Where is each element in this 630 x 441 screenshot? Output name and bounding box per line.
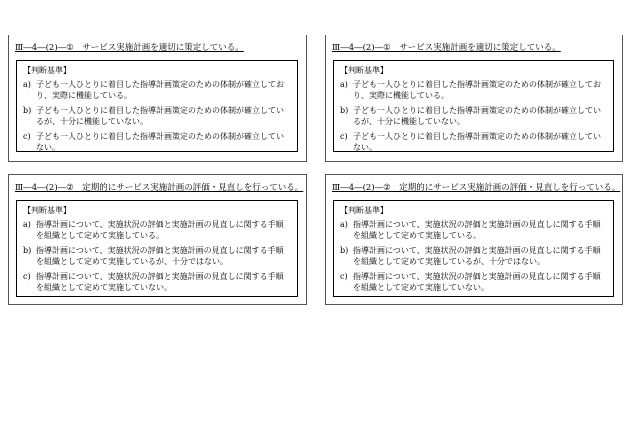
criterion-text: 子ども一人ひとりに着目した指導計画策定のための体制が確立しており、実際に機能している。	[36, 79, 284, 100]
panel-bottom-right	[325, 174, 623, 305]
criterion-text: 子ども一人ひとりに着目した指導計画策定のための体制が確立しているが、十分に機能していない。	[36, 105, 284, 126]
criteria-title: 【判断基準】	[23, 66, 71, 75]
criterion-c	[340, 131, 607, 154]
criterion-label: b)	[23, 245, 32, 255]
criterion-text: 指導計画について、実施状況の評価と実施計画の見直しに関する手順を組織として定めて実施していない。	[36, 271, 284, 292]
criterion-text: 子ども一人ひとりに着目した指導計画策定のための体制が確立しており、実際に機能している。	[353, 79, 601, 100]
criterion-a	[340, 219, 607, 242]
criterion-label: c)	[23, 131, 31, 141]
panel-top-left	[8, 35, 307, 162]
criterion-label: a)	[23, 219, 31, 229]
criteria-title: 【判断基準】	[340, 66, 388, 75]
criterion-b	[340, 105, 607, 128]
criterion-a	[340, 79, 607, 102]
criteria-box	[333, 200, 614, 297]
criteria-title: 【判断基準】	[23, 206, 71, 215]
criterion-b	[340, 245, 607, 268]
criterion-label: b)	[340, 245, 349, 255]
criterion-label: c)	[340, 131, 348, 141]
criterion-c	[23, 271, 291, 294]
criterion-text: 指導計画について、実施状況の評価と実施計画の見直しに関する手順を組織として定めて実施しているが、十分ではない。	[36, 245, 284, 266]
panel-top-right	[325, 35, 623, 162]
criterion-c	[340, 271, 607, 294]
criterion-b	[23, 245, 291, 268]
criterion-text: 指導計画について、実施状況の評価と実施計画の見直しに関する手順を組織として定めて実施しているが、十分ではない。	[353, 245, 601, 266]
section-heading: Ⅲ―4―(2)―① サービス実施計画を適切に策定している。	[332, 43, 561, 53]
criterion-text: 子ども一人ひとりに着目した指導計画策定のための体制が確立していない。	[36, 131, 284, 152]
criteria-box	[333, 60, 614, 152]
criterion-label: c)	[340, 271, 348, 281]
criterion-label: b)	[23, 105, 32, 115]
criterion-a	[23, 79, 291, 102]
criterion-label: c)	[23, 271, 31, 281]
criteria-box	[16, 200, 298, 297]
criterion-text: 指導計画について、実施状況の評価と実施計画の見直しに関する手順を組織として定めて実施している。	[36, 219, 284, 240]
criterion-b	[23, 105, 291, 128]
criterion-label: a)	[340, 219, 348, 229]
criterion-label: a)	[340, 79, 348, 89]
criterion-text: 指導計画について、実施状況の評価と実施計画の見直しに関する手順を組織として定めて実施していない。	[353, 271, 601, 292]
criterion-c	[23, 131, 291, 154]
section-heading: Ⅲ―4―(2)―② 定期的にサービス実施計画の評価・見直しを行っている。	[332, 183, 621, 193]
panel-bottom-left	[8, 174, 307, 305]
criterion-a	[23, 219, 291, 242]
criterion-label: b)	[340, 105, 349, 115]
criteria-box	[16, 60, 298, 152]
criterion-text: 指導計画について、実施状況の評価と実施計画の見直しに関する手順を組織として定めて実施している。	[353, 219, 601, 240]
criterion-label: a)	[23, 79, 31, 89]
section-heading: Ⅲ―4―(2)―② 定期的にサービス実施計画の評価・見直しを行っている。	[15, 183, 304, 193]
criterion-text: 子ども一人ひとりに着目した指導計画策定のための体制が確立しているが、十分に機能していない。	[353, 105, 601, 126]
section-heading: Ⅲ―4―(2)―① サービス実施計画を適切に策定している。	[15, 43, 244, 53]
criteria-title: 【判断基準】	[340, 206, 388, 215]
criterion-text: 子ども一人ひとりに着目した指導計画策定のための体制が確立していない。	[353, 131, 601, 152]
